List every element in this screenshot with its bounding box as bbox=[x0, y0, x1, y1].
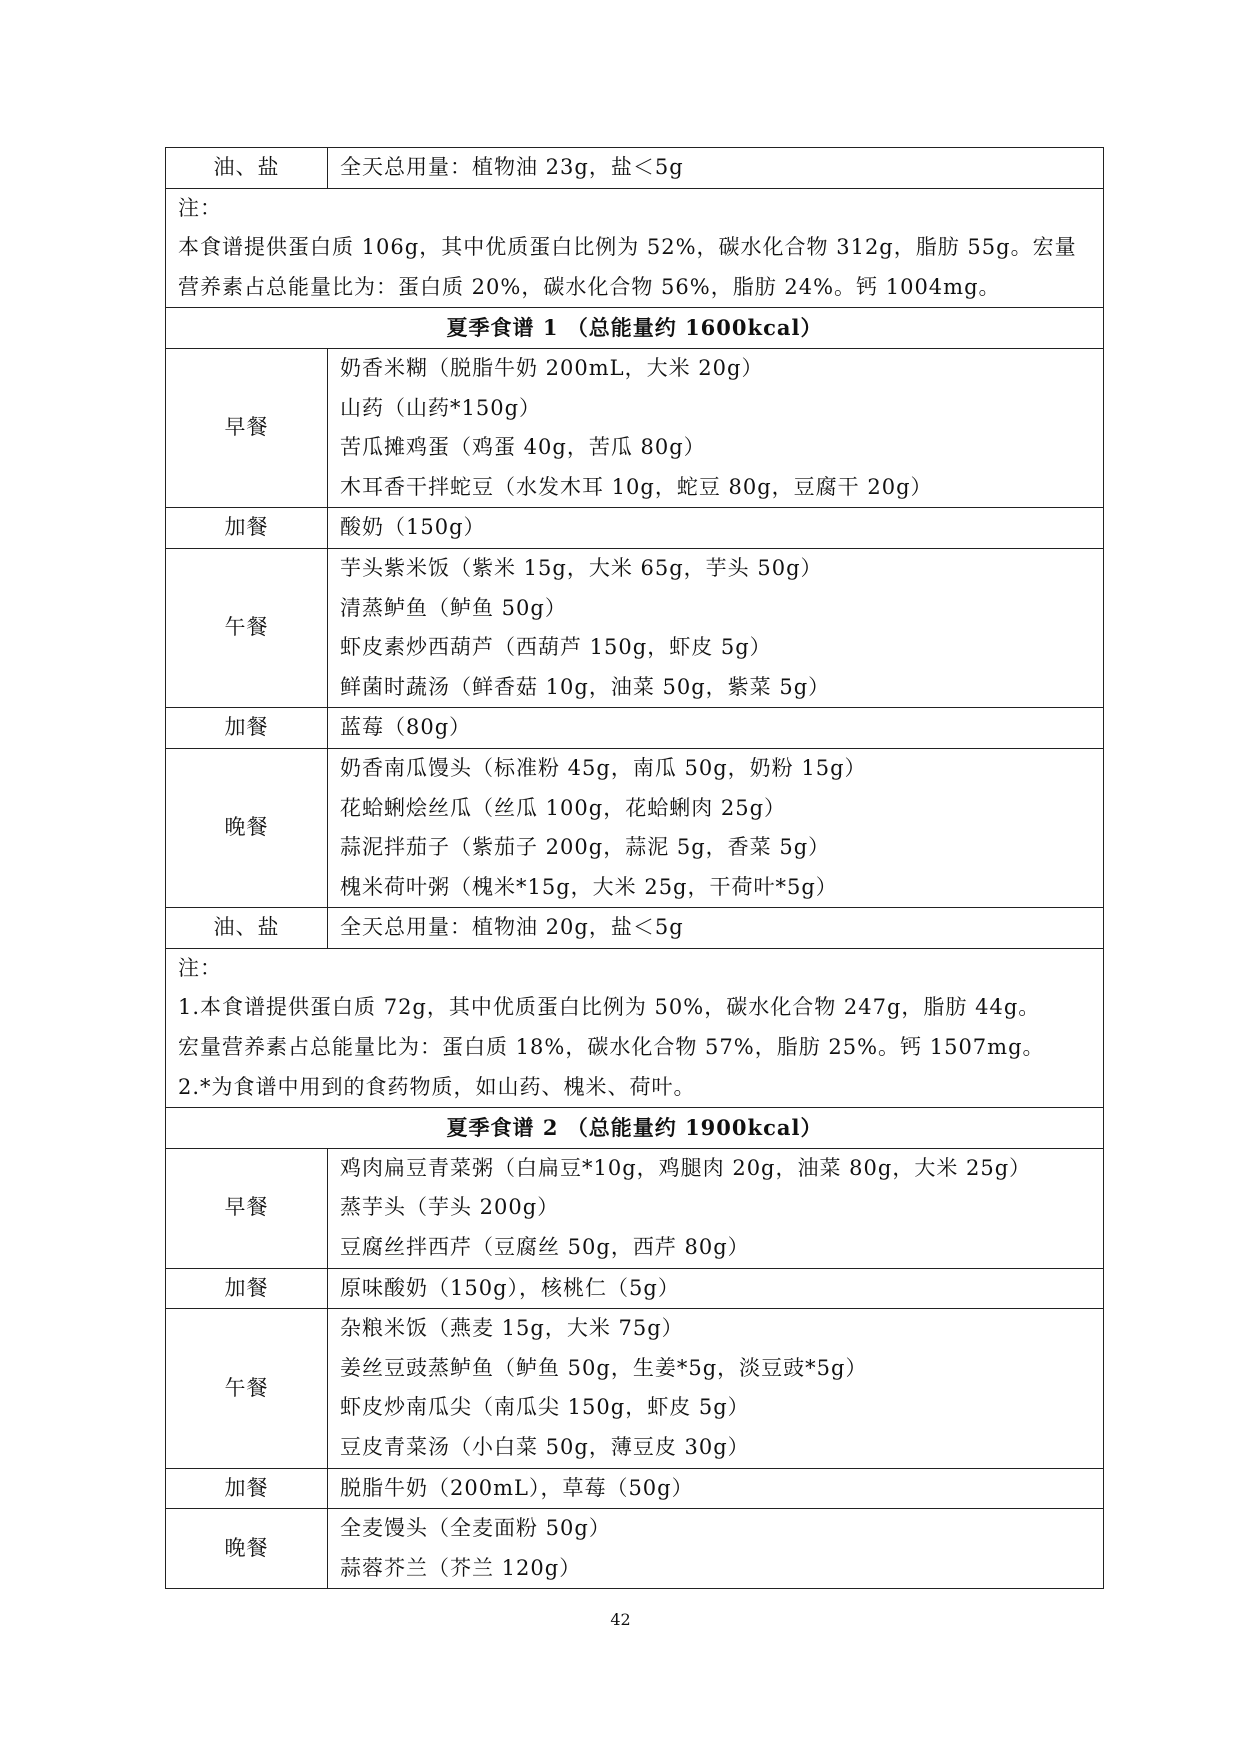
note-line: 注： bbox=[178, 195, 222, 220]
recipe-table bbox=[165, 147, 1104, 1589]
meal-items bbox=[328, 1148, 1104, 1268]
meal-label: 油、盐 bbox=[166, 908, 328, 949]
table-row-meal bbox=[166, 708, 1104, 749]
note-cell bbox=[166, 188, 1104, 308]
note-line: 本食谱提供蛋白质 106g，其中优质蛋白比例为 52%，碳水化合物 312g，脂肪 55g。宏量营养素占总能量比为：蛋白质 20%，碳水化合物 56%，脂肪 24%。钙 1004mg。 bbox=[178, 235, 1077, 299]
table-row-section bbox=[166, 308, 1104, 349]
meal-label: 加餐 bbox=[166, 1268, 328, 1309]
meal-item: 脱脂牛奶（200mL），草莓（50g） bbox=[340, 1475, 694, 1500]
meal-label: 晚餐 bbox=[166, 1509, 328, 1589]
meal-item: 苦瓜摊鸡蛋（鸡蛋 40g，苦瓜 80g） bbox=[340, 435, 706, 460]
meal-items bbox=[328, 908, 1104, 949]
meal-item: 蒜泥拌茄子（紫茄子 200g，蒜泥 5g，香菜 5g） bbox=[340, 835, 831, 860]
table-row-meal bbox=[166, 748, 1104, 907]
meal-item: 全麦馒头（全麦面粉 50g） bbox=[340, 1516, 611, 1541]
meal-label: 早餐 bbox=[166, 1148, 328, 1268]
meal-item: 槐米荷叶粥（槐米*15g，大米 25g，干荷叶*5g） bbox=[340, 874, 838, 899]
meal-label: 加餐 bbox=[166, 708, 328, 749]
meal-item: 全天总用量：植物油 23g，盐＜5g bbox=[340, 155, 684, 179]
meal-label: 加餐 bbox=[166, 508, 328, 549]
meal-item: 蒜蓉芥兰（芥兰 120g） bbox=[340, 1555, 582, 1580]
meal-items bbox=[328, 348, 1104, 507]
table-row-meal bbox=[166, 508, 1104, 549]
meal-item: 花蛤蜊烩丝瓜（丝瓜 100g，花蛤蜊肉 25g） bbox=[340, 795, 787, 820]
meal-label: 早餐 bbox=[166, 348, 328, 507]
meal-items bbox=[328, 1309, 1104, 1468]
table-row-meal bbox=[166, 1468, 1104, 1509]
table-row-meal bbox=[166, 148, 1104, 189]
note-line: 2.*为食谱中用到的食药物质，如山药、槐米、荷叶。 bbox=[178, 1074, 696, 1099]
meal-item: 全天总用量：植物油 20g，盐＜5g bbox=[340, 915, 684, 940]
note-line: 1.本食谱提供蛋白质 72g，其中优质蛋白比例为 50%，碳水化合物 247g，脂肪 44g。 bbox=[178, 995, 1041, 1020]
meal-label: 午餐 bbox=[166, 1309, 328, 1468]
note-line: 宏量营养素占总能量比为：蛋白质 18%，碳水化合物 57%，脂肪 25%。钙 1507mg。 bbox=[178, 1035, 1045, 1060]
meal-item: 原味酸奶（150g），核桃仁（5g） bbox=[340, 1275, 680, 1300]
table-row-section bbox=[166, 1108, 1104, 1149]
meal-item: 木耳香干拌蛇豆（水发木耳 10g，蛇豆 80g，豆腐干 20g） bbox=[340, 474, 933, 499]
meal-item: 奶香南瓜馒头（标准粉 45g，南瓜 50g，奶粉 15g） bbox=[340, 755, 867, 780]
meal-item: 豆皮青菜汤（小白菜 50g，薄豆皮 30g） bbox=[340, 1435, 750, 1459]
table-row-meal bbox=[166, 1509, 1104, 1589]
meal-item: 杂粮米饭（燕麦 15g，大米 75g） bbox=[340, 1316, 684, 1341]
table-row-meal bbox=[166, 1309, 1104, 1468]
meal-label: 晚餐 bbox=[166, 748, 328, 907]
meal-items bbox=[328, 748, 1104, 907]
note-cell bbox=[166, 948, 1104, 1107]
meal-items bbox=[328, 708, 1104, 749]
meal-item: 鸡肉扁豆青菜粥（白扁豆*10g，鸡腿肉 20g，油菜 80g，大米 25g） bbox=[340, 1155, 1032, 1180]
note-line: 注： bbox=[178, 955, 222, 980]
meal-items bbox=[328, 1468, 1104, 1509]
table-row-meal bbox=[166, 1148, 1104, 1268]
table-row-note bbox=[166, 188, 1104, 308]
meal-items bbox=[328, 1509, 1104, 1589]
meal-item: 蒸芋头（芋头 200g） bbox=[340, 1195, 560, 1220]
table-row-meal bbox=[166, 348, 1104, 507]
meal-item: 蓝莓（80g） bbox=[340, 715, 472, 740]
meal-label: 加餐 bbox=[166, 1468, 328, 1509]
meal-item: 姜丝豆豉蒸鲈鱼（鲈鱼 50g，生姜*5g，淡豆豉*5g） bbox=[340, 1355, 868, 1380]
meal-items bbox=[328, 148, 1104, 189]
meal-item: 鲜菌时蔬汤（鲜香菇 10g，油菜 50g，紫菜 5g） bbox=[340, 674, 831, 699]
section-title: 夏季食谱 2 （总能量约 1900kcal） bbox=[166, 1108, 1104, 1149]
meal-label: 油、盐 bbox=[166, 148, 328, 189]
meal-item: 虾皮素炒西葫芦（西葫芦 150g，虾皮 5g） bbox=[340, 635, 772, 660]
meal-item: 清蒸鲈鱼（鲈鱼 50g） bbox=[340, 595, 567, 620]
section-title: 夏季食谱 1 （总能量约 1600kcal） bbox=[166, 308, 1104, 349]
meal-items bbox=[328, 508, 1104, 549]
meal-item: 豆腐丝拌西芹（豆腐丝 50g，西芹 80g） bbox=[340, 1235, 750, 1260]
meal-item: 虾皮炒南瓜尖（南瓜尖 150g，虾皮 5g） bbox=[340, 1395, 750, 1420]
meal-label: 午餐 bbox=[166, 548, 328, 707]
table-row-meal bbox=[166, 548, 1104, 707]
table-row-note bbox=[166, 948, 1104, 1107]
meal-item: 山药（山药*150g） bbox=[340, 395, 542, 420]
table-row-meal bbox=[166, 908, 1104, 949]
meal-item: 芋头紫米饭（紫米 15g，大米 65g，芋头 50g） bbox=[340, 555, 823, 580]
table-row-meal bbox=[166, 1268, 1104, 1309]
meal-item: 奶香米糊（脱脂牛奶 200mL，大米 20g） bbox=[340, 355, 764, 380]
page-number: 42 bbox=[610, 1610, 631, 1629]
meal-item: 酸奶（150g） bbox=[340, 515, 486, 540]
meal-items bbox=[328, 1268, 1104, 1309]
meal-items bbox=[328, 548, 1104, 707]
